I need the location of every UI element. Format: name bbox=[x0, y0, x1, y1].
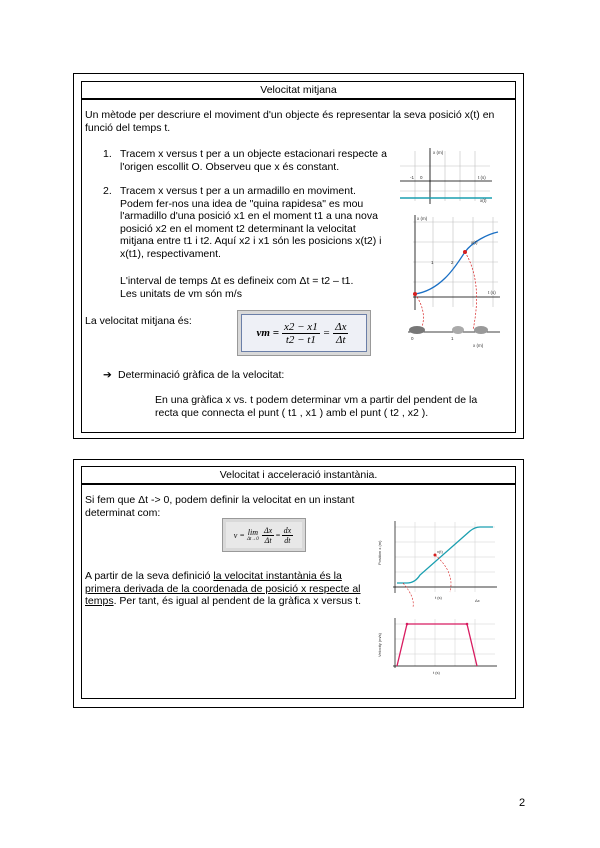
section1-title: Velocitat mitjana bbox=[81, 81, 516, 99]
formula2-fraction bbox=[262, 526, 274, 545]
def-underlined: la velocitat instantània és la primera derivada de la coordenada de posició x respecte al temps bbox=[85, 570, 361, 607]
formula-num: x2 − x1 bbox=[284, 320, 318, 333]
bullet-title: Determinació gràfica de la velocitat: bbox=[118, 369, 285, 381]
svg-text:t (s): t (s) bbox=[433, 670, 440, 675]
svg-text:0: 0 bbox=[411, 336, 414, 341]
item2-number: 2. bbox=[103, 185, 112, 197]
formula2-num: Δx bbox=[263, 525, 273, 535]
svg-text:2: 2 bbox=[451, 260, 454, 265]
def-post: . Per tant, és igual al pendent de la gràfica x versus t. bbox=[113, 595, 362, 607]
item1-text: Tracem x versus t per a un objecte estacionari respecte a l'origen escollit O. Observeu que x és constant. bbox=[120, 148, 387, 173]
section2-intro: Si fem que Δt -> 0, podem definir la velocitat en un instant determinat com: bbox=[85, 494, 355, 519]
item1-number: 1. bbox=[103, 148, 112, 160]
formula2-lhs: v = bbox=[233, 530, 245, 540]
svg-text:Δx: Δx bbox=[475, 598, 480, 603]
formula-fraction-delta bbox=[333, 321, 348, 346]
derivative-definition bbox=[85, 570, 365, 608]
svg-text:x (m): x (m) bbox=[433, 150, 444, 155]
interval-definition: L'interval de temps Δt es defineix com Δt = t2 – t1. bbox=[120, 275, 354, 287]
position-time-graph bbox=[375, 517, 500, 609]
units-text: Les unitats de vm són m/s bbox=[120, 288, 242, 300]
formula2-den: Δt bbox=[264, 535, 272, 545]
formula2-eq: = bbox=[275, 530, 281, 540]
formula2-fraction-d bbox=[282, 526, 294, 545]
bullet-arrow-icon: ➔ bbox=[103, 369, 112, 381]
formula2-lim: lim bbox=[247, 528, 258, 537]
section2-title: Velocitat i acceleració instantània. bbox=[81, 466, 516, 484]
svg-text:0: 0 bbox=[420, 175, 423, 180]
avg-velocity-label: La velocitat mitjana és: bbox=[85, 315, 192, 327]
avg-velocity-formula bbox=[237, 310, 371, 356]
formula-fraction bbox=[282, 321, 320, 346]
svg-text:t (s): t (s) bbox=[435, 595, 442, 600]
svg-text:1: 1 bbox=[451, 336, 454, 341]
velocity-time-graph bbox=[375, 614, 500, 676]
formula-eq: = bbox=[322, 327, 331, 339]
bullet-text: En una gràfica x vs. t podem determinar vm a partir del pendent de la recta que connecta el punt ( t1 , x1 ) amb el punt ( t2 , x2 ). bbox=[155, 394, 478, 419]
svg-text:x (m): x (m) bbox=[417, 216, 428, 221]
svg-text:t (s): t (s) bbox=[478, 175, 486, 180]
formula-lhs: vm = bbox=[256, 327, 279, 339]
svg-text:Velocity (m/s): Velocity (m/s) bbox=[377, 632, 382, 657]
instant-velocity-formula bbox=[222, 518, 306, 552]
formula2-lim-sub: Δt→0 bbox=[246, 537, 259, 542]
formula2-num2: dx bbox=[283, 525, 292, 535]
svg-text:x(t): x(t) bbox=[471, 240, 478, 245]
formula-num2: Δx bbox=[335, 320, 347, 333]
svg-text:Position x (m): Position x (m) bbox=[377, 540, 382, 565]
formula-den: t2 − t1 bbox=[285, 333, 316, 346]
def-pre: A partir de la seva definició bbox=[85, 570, 214, 582]
svg-text:-1: -1 bbox=[410, 175, 415, 180]
formula2-limit bbox=[246, 528, 260, 542]
page-number: 2 bbox=[519, 797, 526, 809]
formula-den2: Δt bbox=[336, 333, 346, 346]
armadillo-position-graph bbox=[403, 212, 503, 358]
svg-text:1: 1 bbox=[431, 260, 434, 265]
svg-text:x(t): x(t) bbox=[437, 549, 443, 554]
svg-text:t (s): t (s) bbox=[488, 290, 496, 295]
svg-text:x(t): x(t) bbox=[480, 198, 487, 203]
svg-text:x (m): x (m) bbox=[473, 343, 484, 348]
formula2-den2: dt bbox=[284, 535, 291, 545]
section1-intro: Un mètode per descriure el moviment d'un objecte és representar la seva posició x(t) en funció del temps t. bbox=[85, 109, 495, 134]
stationary-object-graph bbox=[400, 146, 495, 206]
item2-text: Tracem x versus t per a un armadillo en moviment. Podem fer-nos una idea de "quina rapidesa" es mou l'armadillo d'una posició x1 en el moment t1 a una nova posició x2 en el moment t2 determinant la velocitat mitjana entre t1 i t2. Aquí x2 i x1 són les posicions x(t2) i x(t1), respectivament. bbox=[120, 185, 382, 260]
